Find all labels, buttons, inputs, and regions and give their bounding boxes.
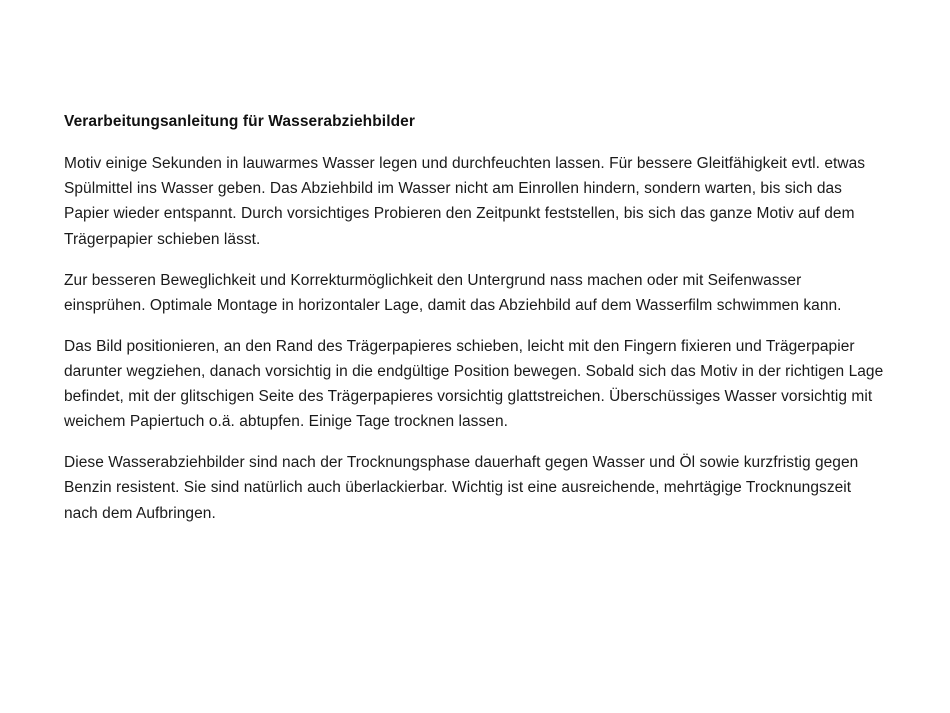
page-title: Verarbeitungsanleitung für Wasserabziehbilder [64,113,416,130]
body-paragraph-1: Motiv einige Sekunden in lauwarmes Wasser legen und durchfeuchten lassen. Für bessere Gleitfähigkeit evtl. etwas Spülmittel ins Wasser geben. Das Abziehbild im Wasser nicht am Einrollen hindern, sondern warten, bis sich das Papier wieder entspannt. Durch vorsichtiges Probieren den Zeitpunkt feststellen, bis sich das ganze Motiv auf dem Trägerpapier schieben lässt. [64,155,866,248]
body-paragraph-3: Das Bild positionieren, an den Rand des Trägerpapieres schieben, leicht mit den Fingern fixieren und Trägerpapier darunter wegziehen, danach vorsichtig in die endgültige Position bewegen. Sobald sich das Motiv in der richtigen Lage befindet, mit der glitschigen Seite des Trägerpapieres vorsichtig glattstreichen. Überschüssiges Wasser vorsichtig mit weichem Papiertuch o.ä. abtupfen. Einige Tage trocknen lassen. [64,337,884,431]
document-body [64,110,884,526]
body-paragraph-4: Diese Wasserabziehbilder sind nach der Trocknungsphase dauerhaft gegen Wasser und Öl sowie kurzfristig gegen Benzin resistent. Sie sind natürlich auch überlackierbar. Wichtig ist eine ausreichende, mehrtägige Trocknungszeit nach dem Aufbringen. [64,454,859,522]
body-paragraph-2: Zur besseren Beweglichkeit und Korrekturmöglichkeit den Untergrund nass machen oder mit Seifenwasser einsprühen. Optimale Montage in horizontaler Lage, damit das Abziehbild auf dem Wasserfilm schwimmen kann. [64,271,842,314]
